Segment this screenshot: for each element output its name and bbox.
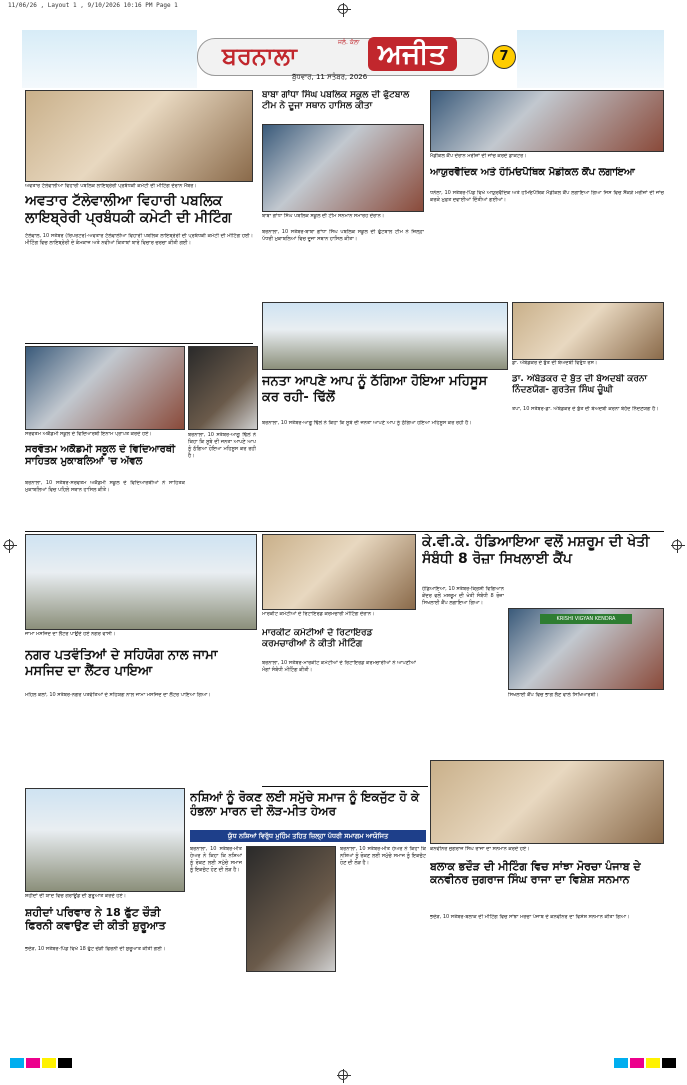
library-meeting-caption: ਅਵਤਾਰ ਟੱਲੇਵਾਲੀਆ ਵਿਹਾਰੀ ਪਬਲਿਕ ਲਾਇਬ੍ਰੇਰੀ ਪ੍ਰਬੰਧਕੀ ਕਮੇਟੀ ਦੀ ਮੀਟਿੰਗ ਦੌਰਾਨ ਮੈਂਬਰ। bbox=[25, 183, 197, 189]
dhillon-body: ਬਰਨਾਲਾ, 10 ਸਤੰਬਰ-ਆਗੂ ਢਿੱਲੋਂ ਨੇ ਕਿਹਾ ਕਿ ਸੂਬੇ ਦੀ ਜਨਤਾ ਆਪਣੇ ਆਪ ਨੂੰ ਠੱਗਿਆ ਹੋਇਆ ਮਹਿਸੂਸ ਕਰ ਰਹੀ ਹੈ। bbox=[262, 420, 472, 426]
sarvotam-academy-caption: ਸਰਵੋਤਮ ਅਕੈਡਮੀ ਸਕੂਲ ਦੇ ਵਿਦਿਆਰਥੀ ਇਨਾਮ ਪ੍ਰਾਪਤ ਕਰਦੇ ਹੋਏ। bbox=[25, 431, 152, 437]
masthead-right-photo bbox=[517, 30, 664, 88]
jugraj-honour-body: ਭਦੌੜ, 10 ਸਤੰਬਰ-ਬਲਾਕ ਦੀ ਮੀਟਿੰਗ ਵਿਚ ਸਾਂਝਾ ਮੋਰਚਾ ਪੰਜਾਬ ਦੇ ਕਨਵੀਨਰ ਦਾ ਵਿਸ਼ੇਸ਼ ਸਨਮਾਨ ਕੀਤਾ ਗਿਆ। bbox=[430, 914, 630, 920]
football-team-body: ਬਰਨਾਲਾ, 10 ਸਤੰਬਰ-ਬਾਬਾ ਗਾਂਧਾ ਸਿੰਘ ਪਬਲਿਕ ਸਕੂਲ ਦੀ ਫੁੱਟਬਾਲ ਟੀਮ ਨੇ ਜ਼ਿਲ੍ਹਾ ਪੱਧਰੀ ਮੁਕਾਬਲਿਆਂ ਵਿਚ ਦੂਜਾ ਸਥਾਨ ਹਾਸਿਲ ਕੀਤਾ। bbox=[262, 229, 424, 242]
mosque-lintel-caption: ਜਾਮਾ ਮਸਜਿਦ ਦਾ ਲੈਂਟਰ ਪਾਉਂਦੇ ਹੋਏ ਨਗਰ ਵਾਸੀ। bbox=[25, 631, 116, 637]
print-slug: 11/06/26 , Layout 1 , 9/10/2026 10:16 PM Page 1 bbox=[8, 2, 178, 9]
masthead-small: ਜਲੰ. ਕੋਲਾ bbox=[338, 39, 360, 46]
football-team-caption: ਬਾਬਾ ਗਾਂਧਾ ਸਿੰਘ ਪਬਲਿਕ ਸਕੂਲ ਦੀ ਟੀਮ ਸਨਮਾਨ ਸਮਾਰੋਹ ਦੌਰਾਨ। bbox=[262, 213, 385, 219]
yellow-swatch bbox=[646, 1058, 660, 1068]
shaheed-family-caption: ਸ਼ਹੀਦਾਂ ਦੀ ਯਾਦ ਵਿਚ ਗਰਾਊਂਡ ਦੀ ਸ਼ੁਰੂਆਤ ਕਰਦੇ ਹੋਏ। bbox=[25, 893, 127, 899]
kvk-mushroom-headline: ਕੇ.ਵੀ.ਕੇ. ਹੰਡਿਆਇਆ ਵਲੋਂ ਮਸ਼ਰੂਮ ਦੀ ਖੇਤੀ ਸੰਬੰਧੀ 8 ਰੋਜ਼ਾ ਸਿਖਲਾਈ ਕੈਂਪ bbox=[422, 534, 650, 567]
retired-employees-caption: ਮਾਰਕੀਟ ਕਮੇਟੀਆਂ ਦੇ ਰਿਟਾਇਰਡ ਕਰਮਚਾਰੀ ਮੀਟਿੰਗ ਦੌਰਾਨ। bbox=[262, 611, 375, 617]
jugraj-honour-caption: ਕਨਵੀਨਰ ਜੁਗਰਾਜ ਸਿੰਘ ਰਾਜਾ ਦਾ ਸਨਮਾਨ ਕਰਦੇ ਹੋਏ। bbox=[430, 846, 530, 852]
registration-mark-icon bbox=[4, 540, 14, 550]
black-swatch bbox=[58, 1058, 72, 1068]
ambedkar-protest-photo bbox=[512, 302, 664, 360]
meet-hayer-photo bbox=[246, 846, 336, 972]
mosque-lintel-body: ਮਹਿਲ ਕਲਾਂ, 10 ਸਤੰਬਰ-ਨਗਰ ਪਤਵੰਤਿਆਂ ਦੇ ਸਹਿਯੋਗ ਨਾਲ ਜਾਮਾ ਮਸਜਿਦ ਦਾ ਲੈਂਟਰ ਪਾਇਆ ਗਿਆ। bbox=[25, 692, 211, 698]
meet-hayer-body-left: ਬਰਨਾਲਾ, 10 ਸਤੰਬਰ-ਮੀਤ ਹੇਅਰ ਨੇ ਕਿਹਾ ਕਿ ਨਸ਼ਿਆਂ ਨੂੰ ਰੋਕਣ ਲਈ ਸਮੁੱਚੇ ਸਮਾਜ ਨੂੰ ਇਕਜੁੱਟ ਹੋਣ ਦੀ ਲੋੜ ਹੈ। bbox=[190, 846, 242, 873]
divider bbox=[25, 531, 664, 532]
dhillon-meeting-group-photo bbox=[262, 302, 508, 370]
jugraj-honour-headline: ਬਲਾਕ ਭਦੌੜ ਦੀ ਮੀਟਿੰਗ ਵਿਚ ਸਾਂਝਾ ਮੋਰਚਾ ਪੰਜਾਬ ਦੇ ਕਨਵੀਨਰ ਜੁਗਰਾਜ ਸਿੰਘ ਰਾਜਾ ਦਾ ਵਿਸ਼ੇਸ਼ ਸਨਮਾਨ bbox=[430, 860, 641, 887]
masthead-date: ਬੁੱਧਵਾਰ, 11 ਸਤੰਬਰ, 2026 bbox=[292, 73, 368, 81]
medical-camp-photo bbox=[430, 90, 664, 152]
library-meeting-photo bbox=[25, 90, 253, 182]
medical-camp-headline: ਆਯੁਰਵੈਦਿਕ ਅਤੇ ਹੋਮਿਓਪੈਥਿਕ ਮੈਡੀਕਲ ਕੈਂਪ ਲਗਾਇਆ bbox=[430, 167, 635, 178]
page-number-badge: 7 bbox=[492, 45, 516, 69]
shaheed-family-photo bbox=[25, 788, 185, 892]
masthead-city: ਬਰਨਾਲਾ bbox=[222, 41, 297, 70]
sarvotam-academy-body: ਬਰਨਾਲਾ, 10 ਸਤੰਬਰ-ਸਰਵੋਤਮ ਅਕੈਡਮੀ ਸਕੂਲ ਦੇ ਵਿਦਿਆਰਥੀਆਂ ਨੇ ਸਾਹਿਤਕ ਮੁਕਾਬਲਿਆਂ ਵਿਚ ਪਹਿਲੇ ਸਥਾਨ ਹਾਸਿਲ ਕੀਤੇ। bbox=[25, 480, 185, 493]
library-meeting-headline: ਅਵਤਾਰ ਟੱਲੇਵਾਲੀਆ ਵਿਹਾਰੀ ਪਬਲਿਕ ਲਾਇਬ੍ਰੇਰੀ ਪ੍ਰਬੰਧਕੀ ਕਮੇਟੀ ਦੀ ਮੀਟਿੰਗ bbox=[25, 193, 232, 226]
sarvotam-academy-photo bbox=[25, 346, 185, 430]
retired-employees-photo bbox=[262, 534, 416, 610]
registration-mark-icon bbox=[672, 540, 682, 550]
kvk-banner-text: KRISHI VIGYAN KENDRA bbox=[540, 614, 632, 624]
cyan-swatch bbox=[614, 1058, 628, 1068]
ambedkar-body: ਤਪਾ, 10 ਸਤੰਬਰ-ਡਾ. ਅੰਬੇਡਕਰ ਦੇ ਬੁੱਤ ਦੀ ਬੇਅਦਬੀ ਕਰਨਾ ਬੇਹੱਦ ਨਿੰਦਣਯੋਗ ਹੈ। bbox=[512, 406, 659, 412]
mosque-lintel-photo bbox=[25, 534, 257, 630]
portrait-body: ਬਰਨਾਲਾ, 10 ਸਤੰਬਰ-ਆਗੂ ਢਿੱਲੋਂ ਨੇ ਕਿਹਾ ਕਿ ਸੂਬੇ ਦੀ ਜਨਤਾ ਆਪਣੇ ਆਪ ਨੂੰ ਠੱਗਿਆ ਹੋਇਆ ਮਹਿਸੂਸ ਕਰ ਰਹੀ ਹੈ। bbox=[188, 432, 256, 459]
cyan-swatch bbox=[10, 1058, 24, 1068]
black-swatch bbox=[662, 1058, 676, 1068]
football-team-headline: ਬਾਬਾ ਗਾਂਧਾ ਸਿੰਘ ਪਬਲਿਕ ਸਕੂਲ ਦੀ ਫੁੱਟਬਾਲ ਟੀਮ ਨੇ ਦੂਜਾ ਸਥਾਨ ਹਾਸਿਲ ਕੀਤਾ bbox=[262, 90, 410, 111]
masthead-banner bbox=[197, 38, 489, 76]
medical-camp-caption: ਮੈਡੀਕਲ ਕੈਂਪ ਦੌਰਾਨ ਮਰੀਜ਼ਾਂ ਦੀ ਜਾਂਚ ਕਰਦੇ ਡਾਕਟਰ। bbox=[430, 153, 527, 159]
registration-mark-icon bbox=[338, 4, 348, 14]
retired-employees-headline: ਮਾਰਕੀਟ ਕਮੇਟੀਆਂ ਦੇ ਰਿਟਾਇਰਡ ਕਰਮਚਾਰੀਆਂ ਨੇ ਕੀਤੀ ਮੀਟਿੰਗ bbox=[262, 628, 373, 649]
jugraj-honour-photo bbox=[430, 760, 664, 844]
masthead-left-photo bbox=[22, 30, 197, 88]
football-team-photo bbox=[262, 124, 424, 212]
retired-employees-body: ਬਰਨਾਲਾ, 10 ਸਤੰਬਰ-ਮਾਰਕੀਟ ਕਮੇਟੀਆਂ ਦੇ ਰਿਟਾਇਰਡ ਕਰਮਚਾਰੀਆਂ ਨੇ ਆਪਣੀਆਂ ਮੰਗਾਂ ਸੰਬੰਧੀ ਮੀਟਿੰਗ ਕੀਤੀ। bbox=[262, 660, 416, 673]
library-meeting-body: ਟੱਲੇਵਾਲ, 10 ਸਤੰਬਰ (ਰਿਪੋਰਟਰ)-ਅਵਤਾਰ ਟੱਲੇਵਾਲੀਆ ਵਿਹਾਰੀ ਪਬਲਿਕ ਲਾਇਬ੍ਰੇਰੀ ਦੀ ਪ੍ਰਬੰਧਕੀ ਕਮੇਟੀ ਦੀ ਮੀਟਿੰਗ ਹੋਈ। ਮੀਟਿੰਗ ਵਿਚ ਲਾਇਬ੍ਰੇਰੀ ਦੇ ਕੰਮਕਾਜ ਅਤੇ ਨਵੀਆਂ ਕਿਤਾਬਾਂ ਬਾਰੇ ਵਿਚਾਰ ਚਰਚਾ ਕੀਤੀ ਗਈ। bbox=[25, 233, 253, 246]
divider bbox=[25, 343, 253, 344]
ambedkar-headline: ਡਾ. ਅੰਬੇਡਕਰ ਦੇ ਬੁੱਤ ਦੀ ਬੇਅਦਬੀ ਕਰਨਾ ਨਿੰਦਣਯੋਗ- ਗੁਰਤੇਜ ਸਿੰਘ ਚੂੰਘੀ bbox=[512, 374, 648, 395]
magenta-swatch bbox=[630, 1058, 644, 1068]
sarvotam-academy-headline: ਸਰਵੋਤਮ ਅਕੈਡਮੀ ਸਕੂਲ ਦੇ ਵਿਦਿਆਰਥੀ ਸਾਹਿਤਕ ਮੁਕਾਬਲਿਆਂ 'ਚ ਅੱਵਲ bbox=[25, 444, 176, 467]
kvk-training-caption: ਸਿਖਲਾਈ ਕੈਂਪ ਵਿਚ ਭਾਗ ਲੈਣ ਵਾਲੇ ਸਿਖਿਆਰਥੀ। bbox=[508, 692, 599, 698]
magenta-swatch bbox=[26, 1058, 40, 1068]
medical-camp-body: ਧਨੌਲਾ, 10 ਸਤੰਬਰ-ਪਿੰਡ ਵਿਖੇ ਆਯੁਰਵੈਦਿਕ ਅਤੇ ਹੋਮਿਓਪੈਥਿਕ ਮੈਡੀਕਲ ਕੈਂਪ ਲਗਾਇਆ ਗਿਆ ਜਿਸ ਵਿਚ ਸੈਂਕੜੇ ਮਰੀਜ਼ਾਂ ਦੀ ਜਾਂਚ ਕਰਕੇ ਮੁਫ਼ਤ ਦਵਾਈਆਂ ਦਿੱਤੀਆਂ ਗਈਆਂ। bbox=[430, 190, 664, 203]
meet-hayer-band: ਯੁੱਧ ਨਸ਼ਿਆਂ ਵਿਰੁੱਧ ਮੁਹਿੰਮ ਤਹਿਤ ਜ਼ਿਲ੍ਹਾ ਪੱਧਰੀ ਸਮਾਗਮ ਆਯੋਜਿਤ bbox=[190, 830, 426, 842]
dhillon-headline: ਜਨਤਾ ਆਪਣੇ ਆਪ ਨੂੰ ਠੱਗਿਆ ਹੋਇਆ ਮਹਿਸੂਸ ਕਰ ਰਹੀ- ਢਿੱਲੋਂ bbox=[262, 374, 488, 405]
print-color-bar bbox=[0, 1058, 687, 1072]
masthead bbox=[22, 30, 664, 90]
shaheed-family-headline: ਸ਼ਹੀਦਾਂ ਪਰਿਵਾਰ ਨੇ 18 ਫੁੱਟ ਚੌੜੀ ਫਿਰਨੀ ਕਵਾਉਣ ਦੀ ਕੀਤੀ ਸ਼ੁਰੂਆਤ bbox=[25, 906, 166, 933]
yellow-swatch bbox=[42, 1058, 56, 1068]
meet-hayer-body-right: ਬਰਨਾਲਾ, 10 ਸਤੰਬਰ-ਮੀਤ ਹੇਅਰ ਨੇ ਕਿਹਾ ਕਿ ਨਸ਼ਿਆਂ ਨੂੰ ਰੋਕਣ ਲਈ ਸਮੁੱਚੇ ਸਮਾਜ ਨੂੰ ਇਕਜੁੱਟ ਹੋਣ ਦੀ ਲੋੜ ਹੈ। bbox=[340, 846, 426, 866]
kvk-mushroom-body: ਹੰਡਿਆਇਆ, 10 ਸਤੰਬਰ-ਕ੍ਰਿਸ਼ੀ ਵਿਗਿਆਨ ਕੇਂਦਰ ਵਲੋਂ ਮਸ਼ਰੂਮ ਦੀ ਖੇਤੀ ਸੰਬੰਧੀ 8 ਰੋਜ਼ਾ ਸਿਖਲਾਈ ਕੈਂਪ ਲਗਾਇਆ ਗਿਆ। bbox=[422, 586, 504, 606]
portrait-photo bbox=[188, 346, 258, 430]
divider bbox=[262, 786, 428, 787]
masthead-paper-name: ਅਜੀਤ bbox=[368, 37, 457, 71]
ambedkar-protest-caption: ਡਾ. ਅੰਬੇਡਕਰ ਦੇ ਬੁੱਤ ਦੀ ਬੇਅਦਬੀ ਵਿਰੁੱਧ ਰੋਸ। bbox=[512, 360, 598, 366]
mosque-lintel-headline: ਨਗਰ ਪਤਵੰਤਿਆਂ ਦੇ ਸਹਿਯੋਗ ਨਾਲ ਜਾਮਾ ਮਸਜਿਦ ਦਾ ਲੈਂਟਰ ਪਾਇਆ bbox=[25, 648, 218, 679]
meet-hayer-headline: ਨਸ਼ਿਆਂ ਨੂੰ ਰੋਕਣ ਲਈ ਸਮੁੱਚੇ ਸਮਾਜ ਨੂੰ ਇਕਜੁੱਟ ਹੋ ਕੇ ਹੰਭਲਾ ਮਾਰਨ ਦੀ ਲੋੜ-ਮੀਤ ਹੇਅਰ bbox=[190, 790, 420, 819]
shaheed-family-body: ਭਦੌੜ, 10 ਸਤੰਬਰ-ਪਿੰਡ ਵਿਖੇ 18 ਫੁੱਟ ਚੌੜੀ ਫਿਰਨੀ ਦੀ ਸ਼ੁਰੂਆਤ ਕੀਤੀ ਗਈ। bbox=[25, 946, 166, 952]
